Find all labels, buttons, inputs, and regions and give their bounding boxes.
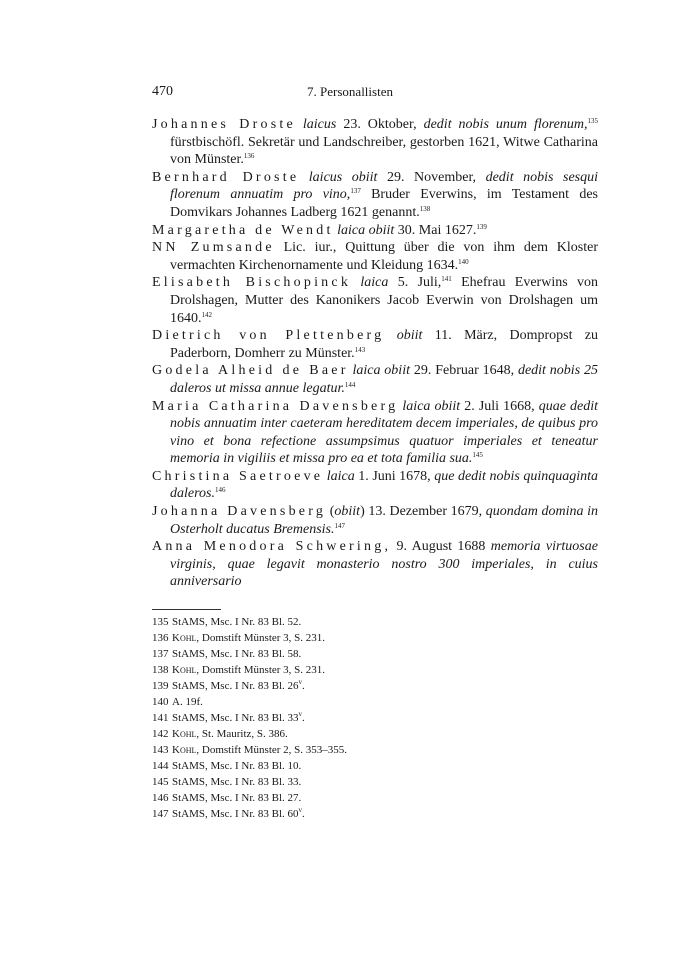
- latin-text: dedit nobis sesqui florenum annuatim pro vino,: [170, 169, 598, 203]
- footnote: [152, 806, 598, 822]
- person-name: Elisabeth Bischopinck: [152, 275, 352, 291]
- footnote-ref: 141: [441, 275, 452, 284]
- text-run: 1. Juni 1678,: [354, 468, 435, 484]
- text-run: StAMS, Msc. I Nr. 83 Bl. 60: [172, 808, 299, 820]
- register-entry: [152, 274, 598, 327]
- footnote: [152, 662, 598, 678]
- person-name: Margaretha de Wendt: [152, 222, 334, 238]
- footnote-number: 138: [152, 664, 169, 676]
- latin-text: memoria virtuosae virginis, quae legavit monasterio nostro 300 imperiales, in cuius anniversario: [170, 539, 598, 590]
- text-run: StAMS, Msc. I Nr. 83 Bl. 26: [172, 680, 299, 692]
- text-run: fürstbischöfl. Sekretär und Landschreiber, gestorben 1621, Witwe Catharina von Münster.: [170, 134, 598, 168]
- register-entry: [152, 538, 598, 591]
- person-name: Anna Menodora Schwering,: [152, 539, 392, 555]
- latin-text: dedit nobis unum florenum,: [423, 117, 588, 132]
- text-run: .: [302, 808, 305, 820]
- footnote: [152, 726, 598, 742]
- footnote-ref: v: [298, 678, 303, 686]
- footnote: [152, 774, 598, 790]
- footnote-ref: 136: [243, 152, 255, 161]
- footnote-ref: 145: [472, 451, 483, 460]
- text-run: 30. Mai 1627.: [394, 222, 477, 238]
- footnote: [152, 758, 598, 774]
- latin-text: laica obiit: [402, 398, 461, 414]
- text-run: 2. Juli 1668,: [460, 398, 539, 414]
- footnote: [152, 646, 598, 662]
- register-entry: [152, 169, 598, 222]
- footnote: [152, 710, 598, 726]
- text-run: 29. Februar 1648,: [409, 363, 518, 379]
- latin-text: obiit: [396, 328, 423, 344]
- latin-text: quae dedit nobis annuatim inter caeteram hereditatem decem imperiales, de quibus pro vino et bona refectione assumpsimus quatuor imperiales et teneatur memoria in vigiliis et missa pro ea et tota familia sua.: [170, 398, 599, 467]
- latin-text: laicus: [302, 117, 337, 132]
- footnote-ref: 139: [476, 222, 487, 231]
- register-entry: [152, 116, 598, 169]
- entry-list: [152, 116, 598, 591]
- footnote-ref: 137: [350, 187, 361, 196]
- latin-text: laica: [326, 468, 355, 484]
- latin-text: que dedit nobis quinquaginta daleros.: [170, 468, 598, 502]
- person-name: Johannes Droste: [152, 117, 296, 132]
- author-name: Kohl: [172, 728, 197, 740]
- footnote-ref: v: [298, 710, 303, 718]
- text-run: , Domstift Münster 2, S. 353–355.: [196, 744, 348, 756]
- text-run: , Domstift Münster 3, S. 231.: [196, 664, 326, 676]
- text-run: StAMS, Msc. I Nr. 83 Bl. 27.: [172, 792, 302, 804]
- text-run: A. 19f.: [172, 696, 203, 708]
- footnote-number: 135: [152, 616, 169, 628]
- latin-text: laicus obiit: [308, 169, 378, 185]
- footnote-number: 144: [152, 760, 169, 772]
- footnote-rule: [152, 609, 221, 610]
- footnote-ref: 135: [587, 117, 598, 125]
- footnote-list: [152, 614, 598, 822]
- person-name: Godela Alheid de Baer: [152, 363, 349, 379]
- footnote-ref: 147: [334, 521, 345, 530]
- person-name: Maria Catharina Davensberg: [152, 398, 399, 414]
- footnote-number: 141: [152, 712, 169, 724]
- text-run: 23. Oktober,: [336, 117, 424, 132]
- footnote-ref: 143: [354, 345, 366, 354]
- latin-text: laica obiit: [352, 363, 410, 379]
- footnote-number: 136: [152, 632, 169, 644]
- footnote: [152, 742, 598, 758]
- register-entry: [152, 327, 598, 362]
- footnote-number: 145: [152, 776, 169, 788]
- footnote: [152, 630, 598, 646]
- person-name: Dietrich von Plettenberg: [152, 328, 385, 344]
- register-entry: [152, 239, 598, 274]
- footnote-ref: v: [298, 806, 303, 814]
- footnote-number: 147: [152, 808, 169, 820]
- register-entry: [152, 468, 598, 503]
- person-name: NN Zumsande: [152, 240, 275, 256]
- text-run: ) 13. Dezember 1679,: [360, 504, 486, 520]
- text-run: .: [302, 712, 305, 724]
- footnote-ref: 144: [344, 380, 356, 389]
- footnote-ref: 140: [458, 257, 469, 266]
- latin-text: quondam domina in Osterholt ducatus Bremensis.: [170, 504, 599, 537]
- text-run: Bruder Everwins, im Testament des Domvikars Johannes Ladberg 1621 genannt.: [170, 187, 598, 220]
- person-name: Bernhard Droste: [152, 169, 300, 185]
- author-name: Kohl: [172, 744, 197, 756]
- footnote-number: 137: [152, 648, 169, 660]
- footnote: [152, 678, 598, 694]
- text-run: 11. März, Dompropst zu Paderborn, Domherr zu Münster.: [170, 328, 599, 361]
- text-run: 29. November,: [377, 169, 486, 185]
- text-run: 9. August 1688: [396, 539, 491, 555]
- footnote: [152, 694, 598, 710]
- text-run: StAMS, Msc. I Nr. 83 Bl. 10.: [172, 760, 302, 772]
- footnote-number: 143: [152, 744, 169, 756]
- latin-text: laica: [360, 275, 389, 291]
- register-entry: [152, 222, 598, 240]
- latin-text: dedit nobis 25 daleros ut missa annue legatur.: [170, 363, 598, 396]
- latin-text: obiit: [334, 504, 361, 520]
- text-run: StAMS, Msc. I Nr. 83 Bl. 52.: [172, 616, 302, 628]
- person-name: Johanna Davensberg: [152, 504, 327, 520]
- text-run: Ehefrau Everwins von Drolshagen, Mutter des Kanonikers Jacob Everwin von Drolshagen um 1640.: [170, 275, 598, 326]
- footnote-number: 139: [152, 680, 169, 692]
- footnote-number: 140: [152, 696, 169, 708]
- author-name: Kohl: [172, 632, 197, 644]
- author-name: Kohl: [172, 664, 197, 676]
- footnote: [152, 790, 598, 806]
- text-run: , Domstift Münster 3, S. 231.: [196, 632, 326, 644]
- register-entry: [152, 503, 598, 538]
- text-run: , St. Mauritz, S. 386.: [196, 728, 288, 740]
- page-number: 470: [152, 84, 173, 99]
- footnote-ref: 146: [214, 486, 226, 495]
- footnote-ref: 142: [201, 310, 212, 319]
- latin-text: laica obiit: [337, 222, 395, 238]
- text-run: Lic. iur., Quittung über die von ihm dem Kloster vermachten Kirchenornamente und Kleidung 1634.: [170, 240, 599, 273]
- register-entry: [152, 398, 598, 468]
- footnote-number: 142: [152, 728, 169, 740]
- text-run: StAMS, Msc. I Nr. 83 Bl. 33: [172, 712, 299, 724]
- register-entry: [152, 362, 598, 397]
- footnote: [152, 614, 598, 630]
- text-run: StAMS, Msc. I Nr. 83 Bl. 33.: [172, 776, 302, 788]
- text-run: StAMS, Msc. I Nr. 83 Bl. 58.: [172, 648, 302, 660]
- footnote-number: 146: [152, 792, 169, 804]
- footnote-ref: 138: [419, 204, 431, 213]
- text-run: (: [329, 504, 335, 520]
- running-head: 7. Personallisten: [307, 84, 393, 99]
- text-run: .: [302, 680, 305, 692]
- text-run: 5. Juli,: [388, 275, 442, 291]
- person-name: Christina Saetroeve: [152, 468, 324, 484]
